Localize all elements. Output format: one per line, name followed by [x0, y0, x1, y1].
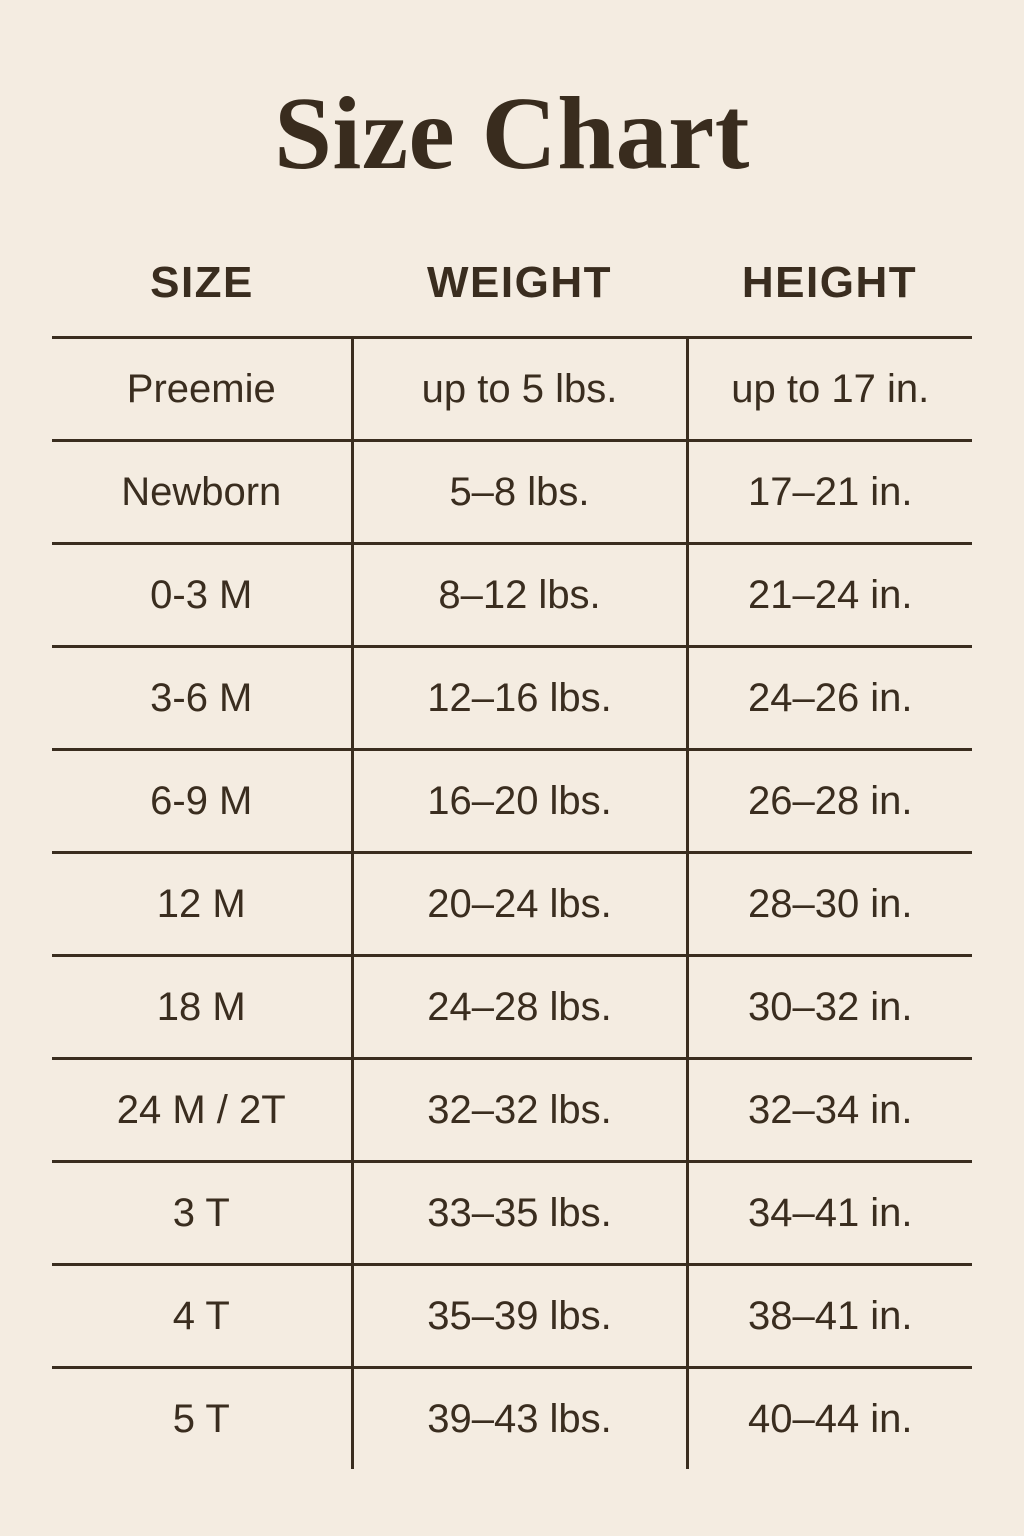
cell-weight: up to 5 lbs.: [352, 338, 687, 441]
cell-height: 24–26 in.: [687, 647, 972, 750]
table-row: [52, 853, 972, 956]
column-header-weight: WEIGHT: [352, 258, 687, 338]
table-row: [52, 338, 972, 441]
table-row: [52, 441, 972, 544]
table-body: [52, 338, 972, 1470]
table-row: [52, 750, 972, 853]
cell-size: 12 M: [52, 853, 352, 956]
table-row: [52, 647, 972, 750]
cell-size: 24 M / 2T: [52, 1059, 352, 1162]
size-chart-table: [52, 258, 972, 1469]
cell-height: 32–34 in.: [687, 1059, 972, 1162]
table-row: [52, 544, 972, 647]
cell-size: 18 M: [52, 956, 352, 1059]
cell-height: 21–24 in.: [687, 544, 972, 647]
cell-height: 30–32 in.: [687, 956, 972, 1059]
cell-weight: 35–39 lbs.: [352, 1265, 687, 1368]
cell-weight: 24–28 lbs.: [352, 956, 687, 1059]
cell-height: 26–28 in.: [687, 750, 972, 853]
header-row: [52, 258, 972, 338]
cell-height: 17–21 in.: [687, 441, 972, 544]
cell-size: 3-6 M: [52, 647, 352, 750]
column-header-size: SIZE: [52, 258, 352, 338]
cell-weight: 32–32 lbs.: [352, 1059, 687, 1162]
table-header: [52, 258, 972, 338]
cell-weight: 33–35 lbs.: [352, 1162, 687, 1265]
cell-weight: 39–43 lbs.: [352, 1368, 687, 1470]
cell-size: 6-9 M: [52, 750, 352, 853]
cell-size: Preemie: [52, 338, 352, 441]
cell-size: 5 T: [52, 1368, 352, 1470]
cell-weight: 12–16 lbs.: [352, 647, 687, 750]
table-row: [52, 1059, 972, 1162]
cell-weight: 20–24 lbs.: [352, 853, 687, 956]
cell-weight: 5–8 lbs.: [352, 441, 687, 544]
cell-height: 40–44 in.: [747, 1396, 913, 1441]
cell-height: 38–41 in.: [687, 1265, 972, 1368]
cell-height: 34–41 in.: [687, 1162, 972, 1265]
table-row: [52, 956, 972, 1059]
cell-weight: 8–12 lbs.: [352, 544, 687, 647]
cell-size: 0-3 M: [52, 544, 352, 647]
cell-size: 4 T: [52, 1265, 352, 1368]
table-row: [52, 1368, 972, 1470]
page-title: Size Chart: [274, 76, 750, 191]
cell-weight: 16–20 lbs.: [352, 750, 687, 853]
cell-size: Newborn: [52, 441, 352, 544]
table-row: [52, 1162, 972, 1265]
cell-height: up to 17 in.: [687, 338, 972, 441]
cell-size: 3 T: [52, 1162, 352, 1265]
table-row: [52, 1265, 972, 1368]
cell-height: 28–30 in.: [687, 853, 972, 956]
column-header-height: HEIGHT: [687, 258, 972, 338]
